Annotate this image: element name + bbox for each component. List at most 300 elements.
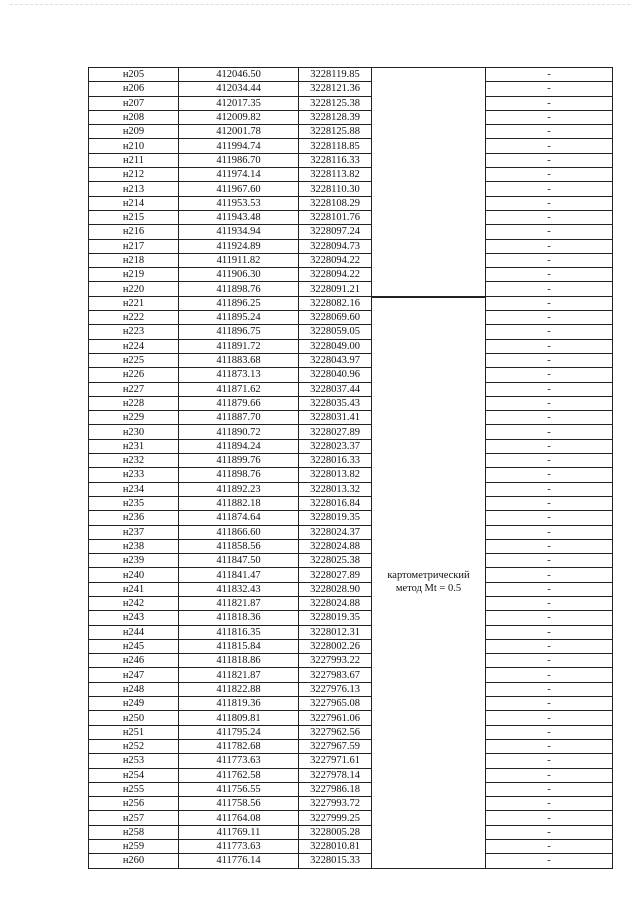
table-row <box>89 110 613 124</box>
x-coordinate-cell: 411934.94 <box>179 225 299 239</box>
accuracy-cell: - <box>486 797 613 811</box>
y-coordinate-cell: 3228012.31 <box>299 625 372 639</box>
table-row <box>89 339 613 353</box>
y-coordinate-cell: 3228024.88 <box>299 539 372 553</box>
accuracy-cell: - <box>486 382 613 396</box>
y-coordinate-cell: 3228125.38 <box>299 96 372 110</box>
accuracy-cell: - <box>486 311 613 325</box>
accuracy-cell: - <box>486 268 613 282</box>
accuracy-cell: - <box>486 482 613 496</box>
method-cell-upper <box>372 225 486 239</box>
method-cell-upper <box>372 96 486 110</box>
accuracy-cell: - <box>486 668 613 682</box>
accuracy-cell: - <box>486 825 613 839</box>
point-id-cell: н223 <box>89 325 179 339</box>
method-label-line2: метод Mt = 0.5 <box>395 583 462 595</box>
accuracy-cell: - <box>486 396 613 410</box>
point-id-cell: н235 <box>89 496 179 510</box>
y-coordinate-cell: 3227976.13 <box>299 682 372 696</box>
y-coordinate-cell: 3228023.37 <box>299 439 372 453</box>
x-coordinate-cell: 411773.63 <box>179 754 299 768</box>
accuracy-cell: - <box>486 411 613 425</box>
table-row <box>89 125 613 139</box>
x-coordinate-cell: 411871.62 <box>179 382 299 396</box>
table-row <box>89 210 613 224</box>
x-coordinate-cell: 411847.50 <box>179 554 299 568</box>
y-coordinate-cell: 3228027.89 <box>299 425 372 439</box>
x-coordinate-cell: 411769.11 <box>179 825 299 839</box>
point-id-cell: н248 <box>89 682 179 696</box>
point-id-cell: н210 <box>89 139 179 153</box>
table-row <box>89 768 613 782</box>
point-id-cell: н238 <box>89 539 179 553</box>
accuracy-cell: - <box>486 110 613 124</box>
table-row <box>89 525 613 539</box>
y-coordinate-cell: 3228125.88 <box>299 125 372 139</box>
accuracy-cell: - <box>486 625 613 639</box>
accuracy-cell: - <box>486 525 613 539</box>
accuracy-cell: - <box>486 182 613 196</box>
method-cell <box>372 296 486 868</box>
y-coordinate-cell: 3228094.22 <box>299 253 372 267</box>
table-row <box>89 454 613 468</box>
method-cell-upper <box>372 110 486 124</box>
accuracy-cell: - <box>486 368 613 382</box>
y-coordinate-cell: 3228028.90 <box>299 582 372 596</box>
accuracy-cell: - <box>486 339 613 353</box>
x-coordinate-cell: 411890.72 <box>179 425 299 439</box>
y-coordinate-cell: 3228013.82 <box>299 468 372 482</box>
point-id-cell: н245 <box>89 639 179 653</box>
y-coordinate-cell: 3228118.85 <box>299 139 372 153</box>
accuracy-cell: - <box>486 539 613 553</box>
table-row <box>89 139 613 153</box>
accuracy-cell: - <box>486 697 613 711</box>
x-coordinate-cell: 411841.47 <box>179 568 299 582</box>
y-coordinate-cell: 3227962.56 <box>299 725 372 739</box>
y-coordinate-cell: 3228025.38 <box>299 554 372 568</box>
accuracy-cell: - <box>486 196 613 210</box>
accuracy-cell: - <box>486 454 613 468</box>
x-coordinate-cell: 412001.78 <box>179 125 299 139</box>
method-cell-divider <box>371 297 485 298</box>
point-id-cell: н224 <box>89 339 179 353</box>
method-cell-upper <box>372 268 486 282</box>
x-coordinate-cell: 411879.66 <box>179 396 299 410</box>
x-coordinate-cell: 411986.70 <box>179 153 299 167</box>
x-coordinate-cell: 411891.72 <box>179 339 299 353</box>
point-id-cell: н221 <box>89 296 179 310</box>
table-row <box>89 325 613 339</box>
accuracy-cell: - <box>486 582 613 596</box>
table-row <box>89 439 613 453</box>
method-cell-upper <box>372 82 486 96</box>
x-coordinate-cell: 411911.82 <box>179 253 299 267</box>
table-row <box>89 682 613 696</box>
x-coordinate-cell: 411866.60 <box>179 525 299 539</box>
y-coordinate-cell: 3228059.05 <box>299 325 372 339</box>
point-id-cell: н222 <box>89 311 179 325</box>
accuracy-cell: - <box>486 754 613 768</box>
x-coordinate-cell: 412017.35 <box>179 96 299 110</box>
accuracy-cell: - <box>486 711 613 725</box>
table-row <box>89 496 613 510</box>
accuracy-cell: - <box>486 596 613 610</box>
x-coordinate-cell: 411974.14 <box>179 168 299 182</box>
point-id-cell: н242 <box>89 596 179 610</box>
y-coordinate-cell: 3228110.30 <box>299 182 372 196</box>
point-id-cell: н254 <box>89 768 179 782</box>
table-row <box>89 296 613 310</box>
table-row <box>89 468 613 482</box>
table-row <box>89 82 613 96</box>
x-coordinate-cell: 411924.89 <box>179 239 299 253</box>
x-coordinate-cell: 411756.55 <box>179 782 299 796</box>
point-id-cell: н227 <box>89 382 179 396</box>
accuracy-cell: - <box>486 68 613 82</box>
y-coordinate-cell: 3228069.60 <box>299 311 372 325</box>
x-coordinate-cell: 411815.84 <box>179 639 299 653</box>
point-id-cell: н234 <box>89 482 179 496</box>
table-row <box>89 625 613 639</box>
method-cell-upper <box>372 239 486 253</box>
method-cell-upper <box>372 139 486 153</box>
point-id-cell: н220 <box>89 282 179 296</box>
x-coordinate-cell: 411887.70 <box>179 411 299 425</box>
y-coordinate-cell: 3228005.28 <box>299 825 372 839</box>
point-id-cell: н252 <box>89 739 179 753</box>
accuracy-cell: - <box>486 468 613 482</box>
table-row <box>89 282 613 296</box>
table-row <box>89 353 613 367</box>
accuracy-cell: - <box>486 854 613 868</box>
accuracy-cell: - <box>486 682 613 696</box>
table-row <box>89 153 613 167</box>
accuracy-cell: - <box>486 96 613 110</box>
method-label-line1: картометрический <box>387 570 470 582</box>
point-id-cell: н255 <box>89 782 179 796</box>
x-coordinate-cell: 411816.35 <box>179 625 299 639</box>
y-coordinate-cell: 3228108.29 <box>299 196 372 210</box>
table-row <box>89 425 613 439</box>
point-id-cell: н233 <box>89 468 179 482</box>
point-id-cell: н206 <box>89 82 179 96</box>
point-id-cell: н230 <box>89 425 179 439</box>
table-row <box>89 639 613 653</box>
x-coordinate-cell: 411818.86 <box>179 654 299 668</box>
point-id-cell: н229 <box>89 411 179 425</box>
table-row <box>89 554 613 568</box>
accuracy-cell: - <box>486 296 613 310</box>
table-row <box>89 582 613 596</box>
accuracy-cell: - <box>486 568 613 582</box>
table-row <box>89 811 613 825</box>
point-id-cell: н240 <box>89 568 179 582</box>
x-coordinate-cell: 411898.76 <box>179 282 299 296</box>
x-coordinate-cell: 411832.43 <box>179 582 299 596</box>
x-coordinate-cell: 412009.82 <box>179 110 299 124</box>
accuracy-cell: - <box>486 125 613 139</box>
y-coordinate-cell: 3228091.21 <box>299 282 372 296</box>
point-id-cell: н236 <box>89 511 179 525</box>
x-coordinate-cell: 411758.56 <box>179 797 299 811</box>
y-coordinate-cell: 3227978.14 <box>299 768 372 782</box>
point-id-cell: н246 <box>89 654 179 668</box>
y-coordinate-cell: 3227967.59 <box>299 739 372 753</box>
y-coordinate-cell: 3228040.96 <box>299 368 372 382</box>
accuracy-cell: - <box>486 554 613 568</box>
table-row <box>89 596 613 610</box>
y-coordinate-cell: 3228013.32 <box>299 482 372 496</box>
y-coordinate-cell: 3228082.16 <box>299 296 372 310</box>
coordinates-table <box>88 67 613 869</box>
accuracy-cell: - <box>486 739 613 753</box>
point-id-cell: н215 <box>89 210 179 224</box>
accuracy-cell: - <box>486 82 613 96</box>
table-row <box>89 196 613 210</box>
x-coordinate-cell: 411762.58 <box>179 768 299 782</box>
x-coordinate-cell: 411896.25 <box>179 296 299 310</box>
y-coordinate-cell: 3228101.76 <box>299 210 372 224</box>
y-coordinate-cell: 3228128.39 <box>299 110 372 124</box>
x-coordinate-cell: 411776.14 <box>179 854 299 868</box>
x-coordinate-cell: 411898.76 <box>179 468 299 482</box>
y-coordinate-cell: 3228094.73 <box>299 239 372 253</box>
y-coordinate-cell: 3227993.72 <box>299 797 372 811</box>
coordinates-table-body <box>89 68 613 869</box>
y-coordinate-cell: 3228024.88 <box>299 596 372 610</box>
x-coordinate-cell: 411821.87 <box>179 668 299 682</box>
x-coordinate-cell: 411773.63 <box>179 840 299 854</box>
table-row <box>89 754 613 768</box>
table-row <box>89 368 613 382</box>
point-id-cell: н219 <box>89 268 179 282</box>
accuracy-cell: - <box>486 639 613 653</box>
table-row <box>89 239 613 253</box>
point-id-cell: н211 <box>89 153 179 167</box>
x-coordinate-cell: 412034.44 <box>179 82 299 96</box>
x-coordinate-cell: 411899.76 <box>179 454 299 468</box>
accuracy-cell: - <box>486 153 613 167</box>
point-id-cell: н231 <box>89 439 179 453</box>
x-coordinate-cell: 411821.87 <box>179 596 299 610</box>
point-id-cell: н239 <box>89 554 179 568</box>
y-coordinate-cell: 3227965.08 <box>299 697 372 711</box>
x-coordinate-cell: 411874.64 <box>179 511 299 525</box>
y-coordinate-cell: 3227986.18 <box>299 782 372 796</box>
point-id-cell: н250 <box>89 711 179 725</box>
y-coordinate-cell: 3228043.97 <box>299 353 372 367</box>
method-cell-upper <box>372 253 486 267</box>
table-row <box>89 539 613 553</box>
y-coordinate-cell: 3228116.33 <box>299 153 372 167</box>
x-coordinate-cell: 411883.68 <box>179 353 299 367</box>
point-id-cell: н218 <box>89 253 179 267</box>
point-id-cell: н205 <box>89 68 179 82</box>
point-id-cell: н258 <box>89 825 179 839</box>
accuracy-cell: - <box>486 768 613 782</box>
table-row <box>89 396 613 410</box>
accuracy-cell: - <box>486 239 613 253</box>
accuracy-cell: - <box>486 168 613 182</box>
accuracy-cell: - <box>486 439 613 453</box>
point-id-cell: н208 <box>89 110 179 124</box>
y-coordinate-cell: 3228015.33 <box>299 854 372 868</box>
x-coordinate-cell: 411895.24 <box>179 311 299 325</box>
method-cell-upper <box>372 153 486 167</box>
y-coordinate-cell: 3227993.22 <box>299 654 372 668</box>
y-coordinate-cell: 3228002.26 <box>299 639 372 653</box>
point-id-cell: н232 <box>89 454 179 468</box>
accuracy-cell: - <box>486 282 613 296</box>
point-id-cell: н226 <box>89 368 179 382</box>
point-id-cell: н209 <box>89 125 179 139</box>
accuracy-cell: - <box>486 253 613 267</box>
method-cell-upper <box>372 282 486 296</box>
y-coordinate-cell: 3227983.67 <box>299 668 372 682</box>
point-id-cell: н217 <box>89 239 179 253</box>
y-coordinate-cell: 3228016.84 <box>299 496 372 510</box>
table-row <box>89 253 613 267</box>
y-coordinate-cell: 3228035.43 <box>299 396 372 410</box>
point-id-cell: н253 <box>89 754 179 768</box>
table-row <box>89 840 613 854</box>
point-id-cell: н247 <box>89 668 179 682</box>
accuracy-cell: - <box>486 425 613 439</box>
table-row <box>89 697 613 711</box>
table-row <box>89 654 613 668</box>
x-coordinate-cell: 411943.48 <box>179 210 299 224</box>
point-id-cell: н251 <box>89 725 179 739</box>
x-coordinate-cell: 411906.30 <box>179 268 299 282</box>
table-row <box>89 825 613 839</box>
accuracy-cell: - <box>486 611 613 625</box>
table-row <box>89 711 613 725</box>
table-row <box>89 182 613 196</box>
method-cell-upper <box>372 168 486 182</box>
scan-artifact-line <box>10 4 630 11</box>
accuracy-cell: - <box>486 725 613 739</box>
table-row <box>89 611 613 625</box>
x-coordinate-cell: 412046.50 <box>179 68 299 82</box>
y-coordinate-cell: 3228019.35 <box>299 611 372 625</box>
table-row <box>89 225 613 239</box>
x-coordinate-cell: 411967.60 <box>179 182 299 196</box>
method-cell-upper <box>372 125 486 139</box>
accuracy-cell: - <box>486 139 613 153</box>
table-row <box>89 311 613 325</box>
point-id-cell: н225 <box>89 353 179 367</box>
point-id-cell: н257 <box>89 811 179 825</box>
table-row <box>89 168 613 182</box>
accuracy-cell: - <box>486 811 613 825</box>
x-coordinate-cell: 411809.81 <box>179 711 299 725</box>
table-row <box>89 568 613 582</box>
accuracy-cell: - <box>486 353 613 367</box>
table-row <box>89 782 613 796</box>
point-id-cell: н241 <box>89 582 179 596</box>
table-row <box>89 411 613 425</box>
table-row <box>89 725 613 739</box>
x-coordinate-cell: 411822.88 <box>179 682 299 696</box>
table-row <box>89 382 613 396</box>
method-cell-upper <box>372 68 486 82</box>
point-id-cell: н256 <box>89 797 179 811</box>
point-id-cell: н213 <box>89 182 179 196</box>
point-id-cell: н237 <box>89 525 179 539</box>
point-id-cell: н216 <box>89 225 179 239</box>
y-coordinate-cell: 3228049.00 <box>299 339 372 353</box>
method-cell-upper <box>372 210 486 224</box>
y-coordinate-cell: 3228113.82 <box>299 168 372 182</box>
table-row <box>89 511 613 525</box>
x-coordinate-cell: 411873.13 <box>179 368 299 382</box>
table-row <box>89 96 613 110</box>
x-coordinate-cell: 411882.18 <box>179 496 299 510</box>
y-coordinate-cell: 3228010.81 <box>299 840 372 854</box>
accuracy-cell: - <box>486 225 613 239</box>
x-coordinate-cell: 411782.68 <box>179 739 299 753</box>
y-coordinate-cell: 3228031.41 <box>299 411 372 425</box>
accuracy-cell: - <box>486 210 613 224</box>
point-id-cell: н244 <box>89 625 179 639</box>
point-id-cell: н259 <box>89 840 179 854</box>
x-coordinate-cell: 411953.53 <box>179 196 299 210</box>
point-id-cell: н228 <box>89 396 179 410</box>
accuracy-cell: - <box>486 511 613 525</box>
point-id-cell: н249 <box>89 697 179 711</box>
y-coordinate-cell: 3228027.89 <box>299 568 372 582</box>
x-coordinate-cell: 411818.36 <box>179 611 299 625</box>
table-row <box>89 668 613 682</box>
table-row <box>89 482 613 496</box>
point-id-cell: н260 <box>89 854 179 868</box>
table-row <box>89 854 613 868</box>
y-coordinate-cell: 3228121.36 <box>299 82 372 96</box>
method-cell-upper <box>372 196 486 210</box>
table-row <box>89 739 613 753</box>
table-row <box>89 797 613 811</box>
method-cell-upper <box>372 182 486 196</box>
y-coordinate-cell: 3228019.35 <box>299 511 372 525</box>
x-coordinate-cell: 411994.74 <box>179 139 299 153</box>
accuracy-cell: - <box>486 654 613 668</box>
table-row <box>89 268 613 282</box>
y-coordinate-cell: 3228094.22 <box>299 268 372 282</box>
x-coordinate-cell: 411858.56 <box>179 539 299 553</box>
y-coordinate-cell: 3228097.24 <box>299 225 372 239</box>
y-coordinate-cell: 3228024.37 <box>299 525 372 539</box>
y-coordinate-cell: 3227999.25 <box>299 811 372 825</box>
y-coordinate-cell: 3228037.44 <box>299 382 372 396</box>
point-id-cell: н212 <box>89 168 179 182</box>
table-row <box>89 68 613 82</box>
point-id-cell: н207 <box>89 96 179 110</box>
point-id-cell: н214 <box>89 196 179 210</box>
accuracy-cell: - <box>486 782 613 796</box>
point-id-cell: н243 <box>89 611 179 625</box>
x-coordinate-cell: 411795.24 <box>179 725 299 739</box>
accuracy-cell: - <box>486 840 613 854</box>
accuracy-cell: - <box>486 325 613 339</box>
x-coordinate-cell: 411819.36 <box>179 697 299 711</box>
x-coordinate-cell: 411764.08 <box>179 811 299 825</box>
x-coordinate-cell: 411892.23 <box>179 482 299 496</box>
accuracy-cell: - <box>486 496 613 510</box>
x-coordinate-cell: 411894.24 <box>179 439 299 453</box>
y-coordinate-cell: 3228016.33 <box>299 454 372 468</box>
x-coordinate-cell: 411896.75 <box>179 325 299 339</box>
